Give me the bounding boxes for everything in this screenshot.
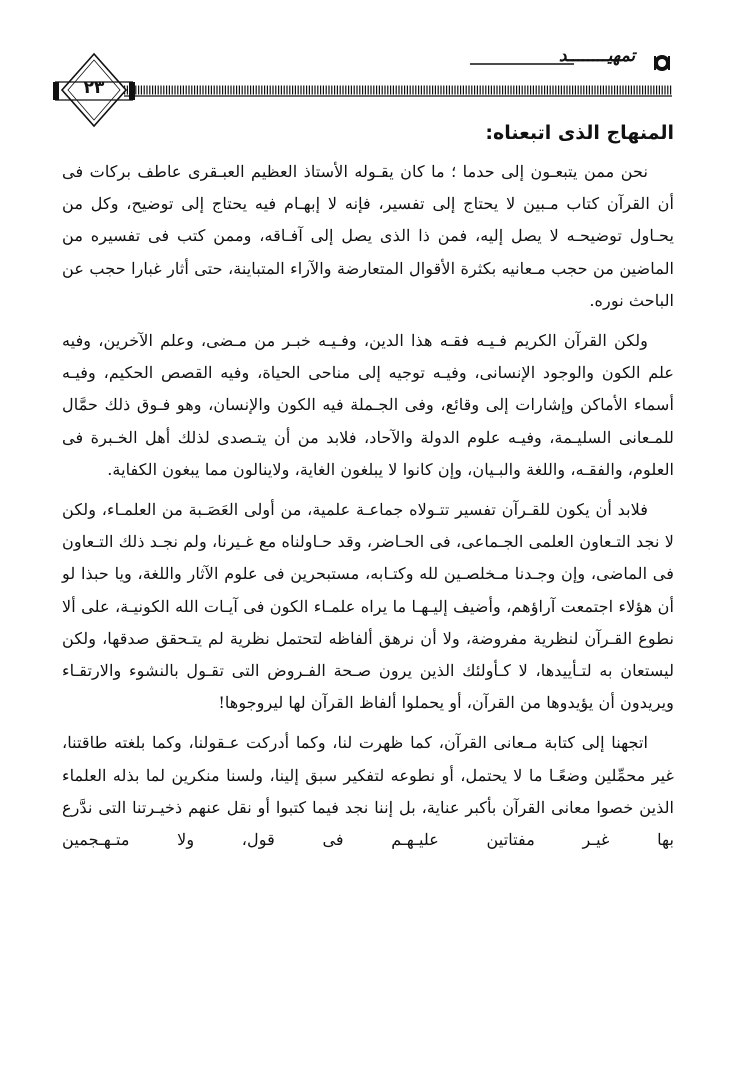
running-title: تمهيــــــــد bbox=[558, 46, 636, 66]
paragraph-4: اتجهنا إلى كتابة مـعانى القرآن، كما ظهرت لنا، وكما أدركت عـقولنا، وكما بلغته طاقتنا، غير محمِّلين وضعًـا ما لا يحتمل، أو نطوعه لتفكير سبق إلينا، ولسنا منكرين لما بذله العلماء الذين خصوا معانى القرآن بأكبر عناية، بل إننا نجد فيما كتبوا أو نقل عنهم ذخيـرتنا التى ندَّرع بها غيـر مفتاتين عليـهـم فى قول، ولا متـهـجمين bbox=[62, 733, 674, 850]
page-content bbox=[62, 118, 674, 864]
header-rule bbox=[124, 64, 672, 96]
section-heading: المنهاج الذى اتبعناه: bbox=[485, 122, 674, 144]
page-header bbox=[0, 0, 741, 130]
paragraph-1: نحن ممن يتبعـون إلى حدما ؛ ما كان يقـوله الأستاذ العظيم العبـقرى عاطف بركات فى أن القرآن كتاب مـبين لا يحتاج إلى تفسير، فإنه لا إبهـام فيه يحتاج إلى توضيح، وكل من يحـاول توضيحـه لا يصل إليه، فمن ذا الذى يصل إلى آفـاقه، وممن كتب فى تفسيره من الماضين من حجب مـعانيه بكثرة الأقوال المتعارضة والآراء المتباينة، حتى أثار غبارا حجب عن الباحث نوره. bbox=[62, 162, 674, 310]
ornament-end-icon bbox=[654, 55, 670, 71]
paragraph-3: فلابد أن يكون للقـرآن تفسير تتـولاه جماعـة علمية، من أولى العَصَـبة من العلمـاء، ولكن لا نجد التـعاون العلمى الجـماعى، فى الحـاضر، وقد حـاولناه مع غـيرنا، ولم نجـد ذلك التـعاون فى الماضى، وإن وجـدنا مـخلصـين لله وكتـابه، مستبحرين فى علوم الآثار واللغة، ويا حبذا لو أن هؤلاء اجتمعت آراؤهم، وأضيف إليـهـا ما يراه علمـاء الكون فى آيـات الله الكونيـة، على ألا نطوع القـرآن لنظرية مفروضة، ولا أن نرهق ألفاظه لتحتمل نظرية لم يتـحقق صدقها، ولكن ليستعان به لتـأييدها، لا كـأولئك الذين يرون صـحة الفـروض التى تقـول بالنشوء والارتقـاء ويريدون أن يؤيدوها من القرآن، أو يحملوا ألفاظ القرآن لها ليروجوها! bbox=[62, 500, 674, 713]
page-number: ٢٣ bbox=[83, 78, 105, 98]
paragraph-2: ولكن القرآن الكريم فـيـه فقـه هذا الدين، وفـيـه خبـر من مـضى، وعلم الآخرين، وفيه علم الكون والوجود الإنسانى، وفيـه توجيه إلى مناحى الحياة، وفيه القصص الحكيم، وفيـه أسماء الأماكن وإشارات إلى وقائع، وفى الجـملة فيه الكون والإنسان، وهو فـوق ذلك حمَّال للمـعانى السليـمة، وفيـه علوم الدولة والآحاد، فلابد من أن يتـصدى لذلك أهل الخـبرة فى العلوم، والفقـه، واللغة والبـيان، وإن كانوا لا يبلغون الغاية، ولاينالون مما يبغون الكفاية. bbox=[62, 331, 674, 479]
